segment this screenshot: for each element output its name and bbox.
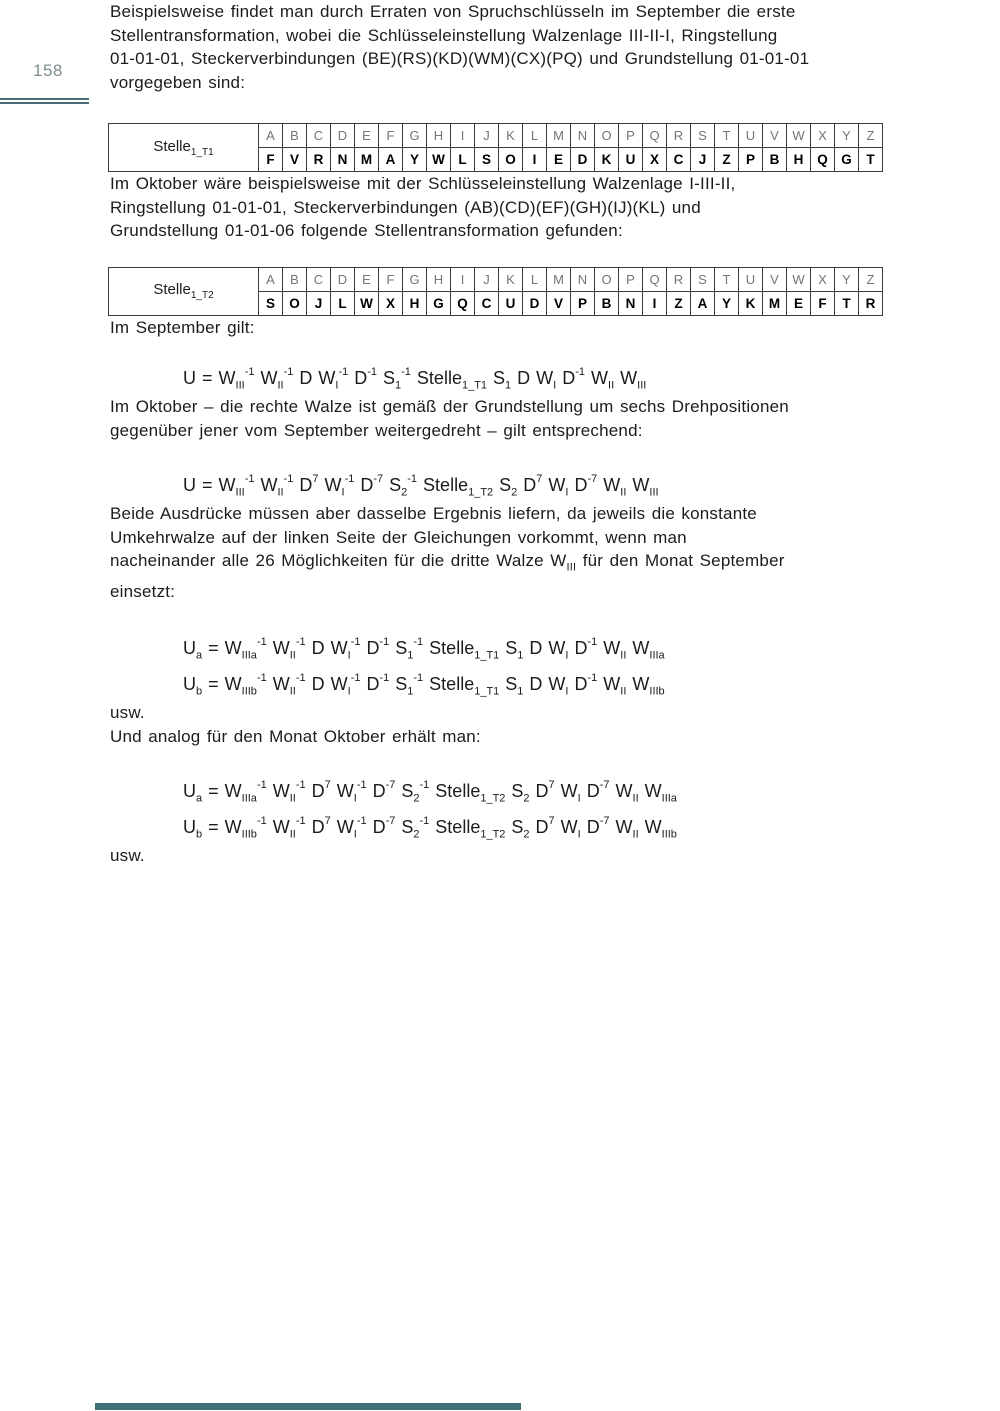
table-header-cell: S — [691, 124, 715, 148]
table-value-cell: O — [499, 148, 523, 172]
paragraph-analog-oktober: Und analog für den Monat Oktober erhält man: — [110, 726, 481, 746]
table-value-cell: C — [667, 148, 691, 172]
formula-token: $W_I$ — [548, 475, 569, 499]
table-header-cell: W — [787, 267, 811, 291]
table-header-cell: J — [475, 124, 499, 148]
table-header-cell: B — [283, 124, 307, 148]
formula-token: $S_2$ — [511, 781, 530, 805]
formula-token: $D^{-7}$ — [372, 815, 396, 838]
formula-token: $W_I$ — [548, 638, 569, 662]
formula-token: $D^{-7}$ — [586, 779, 610, 802]
table-value-cell: H — [787, 148, 811, 172]
formula-token: $W_{IIIb}^{-1}$ — [224, 672, 267, 698]
beide-text-pre: Beide Ausdrücke müssen aber dasselbe Ergebnis liefern, da jeweils die konstante Umkehrwalze auf der linken Seite der Gleichungen vorkommt, wenn man nacheinander alle 26 Möglichkeiten für die dritte Walze W — [110, 504, 757, 570]
formula-token: $W_I^{-1}$ — [318, 366, 349, 392]
formula-october-ub — [183, 810, 922, 844]
table-header-cell: D — [331, 267, 355, 291]
table-header-cell: D — [331, 124, 355, 148]
table-header-cell: A — [259, 124, 283, 148]
formula-token: $W_{IIIb}$ — [644, 817, 677, 841]
table-value-cell: F — [811, 291, 835, 315]
formula-token: $D^7$ — [311, 779, 331, 802]
formula-token: $W_I^{-1}$ — [330, 672, 361, 698]
table-value-cell: I — [643, 291, 667, 315]
table-header-cell: L — [523, 124, 547, 148]
table-header-cell: U — [739, 267, 763, 291]
table-header-cell: G — [403, 267, 427, 291]
paragraph-october-intro: Im Oktober wäre beispielsweise mit der Schlüsseleinstellung Walzenlage I-III-II, Ringstellung 01-01-01, Steckerverbindungen (AB)(CD)(EF)(GH)(IJ)(KL) und Grundstellung 01-01-06 folgende Stellentransformation gefunden: — [110, 174, 736, 240]
formula-october — [110, 468, 922, 502]
formula-october-line — [183, 468, 922, 502]
formula-token: = — [208, 817, 219, 838]
usw-label-2: usw. — [110, 846, 145, 866]
stelle-table-t2 — [108, 267, 883, 316]
table-header-cell: Z — [859, 124, 883, 148]
table-value-cell: I — [523, 148, 547, 172]
formula-token: $U_a$ — [183, 781, 203, 805]
table-value-cell: N — [331, 148, 355, 172]
table-value-cell: D — [523, 291, 547, 315]
formula-token: $S_1^{-1}$ — [383, 366, 411, 392]
formula-token: $U_b$ — [183, 674, 203, 698]
formula-token: $S_2^{-1}$ — [389, 473, 418, 499]
formula-september-ua — [183, 631, 922, 665]
table-header-cell: I — [451, 124, 475, 148]
formula-token: $D^7$ — [311, 815, 331, 838]
table-value-cell: E — [547, 148, 571, 172]
formula-token: $S_2^{-1}$ — [401, 779, 430, 805]
formula-token: $W_I$ — [560, 781, 581, 805]
beide-text-post: für den Monat September einsetzt: — [110, 551, 785, 601]
table-value-cell: A — [691, 291, 715, 315]
table-value-cell: Q — [451, 291, 475, 315]
formula-token: = — [208, 674, 219, 695]
table-value-cell: N — [619, 291, 643, 315]
formula-token: D — [311, 638, 325, 659]
formula-token: $W_I$ — [560, 817, 581, 841]
formula-token: $W_{II}$ — [615, 817, 639, 841]
formula-token: $W_{II}$ — [603, 674, 627, 698]
header-rule — [0, 98, 89, 104]
table-header-cell: Z — [859, 267, 883, 291]
formula-token: = — [208, 638, 219, 659]
table-header-cell: X — [811, 267, 835, 291]
table-value-cell: V — [283, 148, 307, 172]
formula-token: = — [202, 368, 213, 388]
table-header-cell: K — [499, 267, 523, 291]
table-header-cell: H — [427, 267, 451, 291]
table-value-cell: M — [355, 148, 379, 172]
formula-token: Stelle$_{1\_T2}$ — [423, 475, 494, 499]
formula-token: = — [208, 781, 219, 802]
formula-token: $D^{-7}$ — [586, 815, 610, 838]
formula-token: $D^{-7}$ — [360, 473, 384, 495]
formula-token: $S_2^{-1}$ — [401, 815, 430, 841]
formula-pair-september — [110, 631, 922, 701]
formula-token: D — [299, 368, 313, 388]
table-value-cell: Z — [667, 291, 691, 315]
formula-token: $W_{IIIa}^{-1}$ — [224, 779, 267, 805]
formula-token: $W_I^{-1}$ — [324, 473, 355, 499]
formula-token: $W_{II}$ — [615, 781, 639, 805]
table-header-cell: E — [355, 267, 379, 291]
formula-token: $W_{II}^{-1}$ — [272, 672, 306, 698]
formula-token: $S_1$ — [505, 638, 524, 662]
table-label: Stelle$_{1\_T2}$ — [109, 267, 259, 315]
table-value-cell: X — [379, 291, 403, 315]
table-value-cell: P — [571, 291, 595, 315]
stelle-table-t1 — [108, 123, 883, 172]
formula-token: = — [202, 475, 213, 495]
formula-token: $S_1$ — [505, 674, 524, 698]
table-value-cell: K — [739, 291, 763, 315]
formula-token: $W_{II}^{-1}$ — [272, 636, 306, 662]
formula-token: $D^{-1}$ — [366, 636, 390, 659]
table-header-cell: M — [547, 124, 571, 148]
table-value-cell: F — [259, 148, 283, 172]
table-value-cell: Q — [811, 148, 835, 172]
formula-token: D — [517, 368, 531, 388]
table-value-cell: A — [379, 148, 403, 172]
formula-token: $W_{III}$ — [620, 368, 647, 392]
formula-token: $W_{IIIa}$ — [644, 781, 677, 805]
table-header-cell: G — [403, 124, 427, 148]
table-header-cell: R — [667, 124, 691, 148]
table-value-cell: W — [427, 148, 451, 172]
table-value-cell: G — [427, 291, 451, 315]
formula-token: Stelle$_{1\_T1}$ — [416, 368, 488, 392]
formula-token: $W_I^{-1}$ — [336, 779, 367, 805]
table-header-cell: M — [547, 267, 571, 291]
table-header-cell: P — [619, 267, 643, 291]
table-header-cell: F — [379, 267, 403, 291]
paragraph-beide-ausdruecke — [110, 502, 922, 603]
formula-token: $W_{II}^{-1}$ — [260, 366, 294, 392]
table-header-cell: N — [571, 124, 595, 148]
table-header-cell: Y — [835, 267, 859, 291]
table-value-cell: Y — [715, 291, 739, 315]
formula-token: $D^{-1}$ — [574, 636, 598, 659]
paragraph-september-intro: Beispielsweise findet man durch Erraten von Spruchschlüsseln im September die erste Stellentransformation, wobei die Schlüsseleinstellung Walzenlage III-II-I, Ringstellung 01-01-01, Steckerverbindungen (BE)(RS)(KD)(WM)(CX)(PQ) und Grundstellung 01-01-01 vorgegeben sind: — [110, 2, 810, 92]
table-value-cell: B — [595, 291, 619, 315]
table-header-cell: V — [763, 124, 787, 148]
table-header-cell: Q — [643, 124, 667, 148]
table-header-cell: X — [811, 124, 835, 148]
formula-token: $W_{II}$ — [603, 638, 627, 662]
formula-token: $S_2$ — [511, 817, 530, 841]
table-header-cell: O — [595, 267, 619, 291]
table-value-cell: D — [571, 148, 595, 172]
formula-token: $S_1^{-1}$ — [395, 672, 424, 698]
table-header-cell: B — [283, 267, 307, 291]
table-value-cell: C — [475, 291, 499, 315]
table-value-cell: H — [403, 291, 427, 315]
formula-token: $D^7$ — [535, 779, 555, 802]
table-value-cell: G — [835, 148, 859, 172]
table-value-cell: R — [307, 148, 331, 172]
table-value-cell: P — [739, 148, 763, 172]
table-header-cell: V — [763, 267, 787, 291]
formula-token: $W_{IIIa}^{-1}$ — [224, 636, 267, 662]
table-header-cell: T — [715, 124, 739, 148]
table-header-cell: U — [739, 124, 763, 148]
formula-token: $W_I^{-1}$ — [330, 636, 361, 662]
table-header-cell: I — [451, 267, 475, 291]
formula-token: $S_1$ — [493, 368, 512, 392]
table-value-cell: S — [475, 148, 499, 172]
table-header-cell: Q — [643, 267, 667, 291]
formula-token: $W_{II}^{-1}$ — [272, 779, 306, 805]
formula-token: $W_I$ — [548, 674, 569, 698]
table-header-cell: T — [715, 267, 739, 291]
table-value-cell: T — [835, 291, 859, 315]
table-header-cell: N — [571, 267, 595, 291]
formula-token: $D^{-7}$ — [574, 473, 598, 495]
formula-token: Stelle$_{1\_T1}$ — [429, 674, 500, 698]
formula-token: U — [183, 368, 196, 388]
formula-token: $D^{-7}$ — [372, 779, 396, 802]
table-header-cell: W — [787, 124, 811, 148]
table-value-cell: E — [787, 291, 811, 315]
formula-token: $W_{II}^{-1}$ — [260, 473, 294, 499]
table-value-cell: U — [619, 148, 643, 172]
table-header-cell: L — [523, 267, 547, 291]
formula-token: $D^7$ — [523, 473, 543, 495]
formula-token: $D^{-1}$ — [366, 672, 390, 695]
formula-token: $W_I^{-1}$ — [336, 815, 367, 841]
walze-iii-subscript: III — [566, 561, 577, 574]
formula-september-ub — [183, 667, 922, 701]
formula-token: $W_{II}$ — [591, 368, 615, 392]
table-value-cell: L — [451, 148, 475, 172]
page-number: 158 — [33, 61, 63, 80]
formula-token: Stelle$_{1\_T2}$ — [435, 817, 506, 841]
formula-token: $W_{IIIb}$ — [632, 674, 665, 698]
table-value-cell: R — [859, 291, 883, 315]
table-value-cell: J — [691, 148, 715, 172]
table-value-cell: B — [763, 148, 787, 172]
table-value-cell: K — [595, 148, 619, 172]
table-header-cell: R — [667, 267, 691, 291]
table-value-cell: T — [859, 148, 883, 172]
table-header-cell: A — [259, 267, 283, 291]
footer-rule — [95, 1403, 521, 1410]
table-value-cell: S — [259, 291, 283, 315]
formula-token: D — [529, 638, 543, 659]
formula-token: $W_{III}$ — [632, 475, 659, 499]
table-header-cell: O — [595, 124, 619, 148]
table-value-cell: X — [643, 148, 667, 172]
formula-token: $W_{III}^{-1}$ — [218, 366, 255, 392]
formula-token: $W_{II}$ — [603, 475, 627, 499]
formula-token: Stelle$_{1\_T2}$ — [435, 781, 506, 805]
formula-october-ua — [183, 774, 922, 808]
table-value-cell: L — [331, 291, 355, 315]
table-value-cell: M — [763, 291, 787, 315]
formula-token: $D^7$ — [535, 815, 555, 838]
table-value-cell: W — [355, 291, 379, 315]
table-header-cell: Y — [835, 124, 859, 148]
table-header-cell: C — [307, 124, 331, 148]
formula-september — [110, 361, 922, 395]
page-content — [110, 0, 922, 868]
formula-token: $D^{-1}$ — [562, 366, 586, 388]
table-header-cell: K — [499, 124, 523, 148]
formula-token: $W_{IIIa}$ — [632, 638, 665, 662]
table-value-cell: O — [283, 291, 307, 315]
formula-token: $D^{-1}$ — [574, 672, 598, 695]
table-value-cell: Y — [403, 148, 427, 172]
formula-token: Stelle$_{1\_T1}$ — [429, 638, 500, 662]
table-header-cell: C — [307, 267, 331, 291]
formula-token: D — [311, 674, 325, 695]
formula-pair-october — [110, 774, 922, 844]
formula-token: $D^7$ — [299, 473, 319, 495]
formula-token: $W_{II}^{-1}$ — [272, 815, 306, 841]
formula-token: U — [183, 475, 196, 495]
formula-token: D — [529, 674, 543, 695]
formula-token: $S_1^{-1}$ — [395, 636, 424, 662]
usw-label-1: usw. — [110, 703, 145, 723]
table-value-cell: V — [547, 291, 571, 315]
table-label: Stelle$_{1\_T1}$ — [109, 124, 259, 172]
formula-september-line — [183, 361, 922, 395]
table-value-cell: U — [499, 291, 523, 315]
formula-token: $W_{III}^{-1}$ — [218, 473, 255, 499]
table-header-cell: S — [691, 267, 715, 291]
formula-token: $U_b$ — [183, 817, 203, 841]
table-header-cell: H — [427, 124, 451, 148]
paragraph-october-note: Im Oktober – die rechte Walze ist gemäß der Grundstellung um sechs Drehpositionen gegenüber jener vom September weitergedreht – gilt entsprechend: — [110, 397, 789, 440]
table-header-cell: E — [355, 124, 379, 148]
table-value-cell: J — [307, 291, 331, 315]
september-gilt-label: Im September gilt: — [110, 317, 255, 337]
formula-token: $S_2$ — [499, 475, 518, 499]
table-header-cell: F — [379, 124, 403, 148]
formula-token: $W_I$ — [536, 368, 557, 392]
formula-token: $U_a$ — [183, 638, 203, 662]
table-header-cell: P — [619, 124, 643, 148]
table-header-cell: J — [475, 267, 499, 291]
table-value-cell: Z — [715, 148, 739, 172]
formula-token: $W_{IIIb}^{-1}$ — [224, 815, 267, 841]
formula-token: $D^{-1}$ — [354, 366, 377, 388]
